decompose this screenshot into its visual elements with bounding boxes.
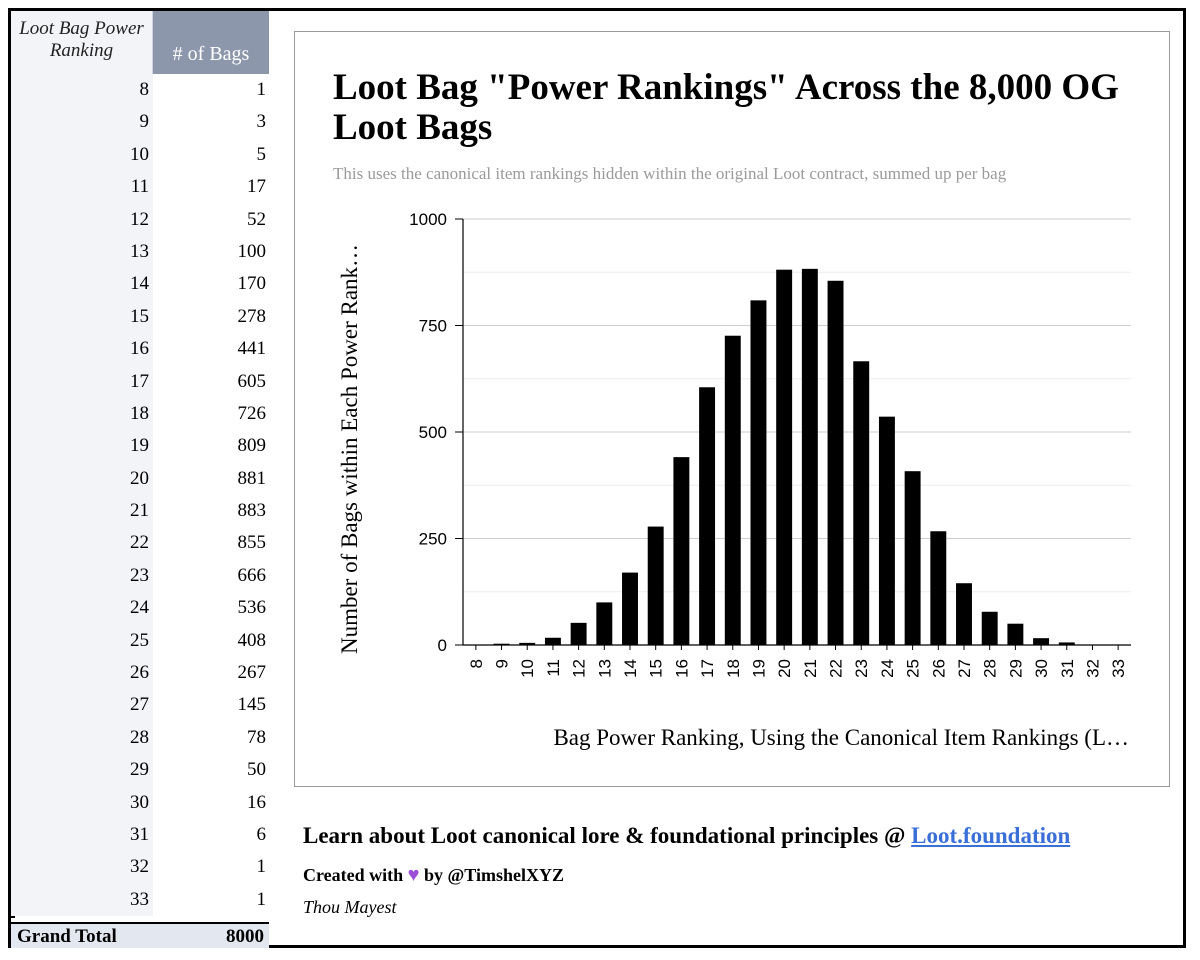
x-tick-label: 8	[466, 659, 486, 669]
bar	[1033, 638, 1049, 645]
row-rank: 33	[11, 884, 153, 916]
bar	[879, 417, 895, 645]
table-row	[11, 722, 269, 754]
row-rank: 18	[11, 398, 153, 430]
row-bag-count: 267	[237, 662, 266, 684]
table-row	[11, 333, 269, 365]
x-tick-label: 31	[1057, 659, 1077, 678]
x-tick-label: 26	[929, 659, 949, 678]
learn-more-text: Learn about Loot canonical lore & foundational principles @	[303, 823, 912, 848]
table-row	[11, 204, 269, 236]
row-rank: 17	[11, 366, 153, 398]
row-bag-count: 6	[256, 823, 266, 845]
x-tick-label: 9	[492, 659, 512, 669]
row-rank: 9	[11, 106, 153, 138]
row-rank: 30	[11, 787, 153, 819]
y-tick-label: 500	[418, 423, 447, 442]
table-row	[11, 139, 269, 171]
row-bag-count: 100	[237, 240, 266, 262]
row-rank: 28	[11, 722, 153, 754]
row-bag-count: 50	[247, 759, 266, 781]
table-row	[11, 527, 269, 559]
row-rank: 32	[11, 851, 153, 883]
power-ranking-table	[11, 11, 269, 945]
table-row	[11, 754, 269, 786]
row-bag-count: 52	[247, 208, 266, 230]
row-bag-count: 883	[237, 500, 266, 522]
row-rank: 26	[11, 657, 153, 689]
row-bag-count: 1	[256, 888, 266, 910]
x-tick-label: 16	[672, 659, 692, 678]
x-tick-label: 13	[595, 659, 615, 678]
bar-chart	[295, 32, 1171, 788]
x-axis-title: Bag Power Ranking, Using the Canonical Item Rankings (L…	[553, 725, 1129, 750]
row-rank: 11	[11, 171, 153, 203]
grand-total-label: Grand Total	[17, 926, 117, 947]
row-bag-count: 855	[237, 532, 266, 554]
bar	[982, 612, 998, 645]
table-row	[11, 430, 269, 462]
x-tick-label: 22	[826, 659, 846, 678]
bar	[905, 471, 921, 645]
table-row	[11, 560, 269, 592]
y-tick-label: 750	[418, 316, 447, 336]
loot-foundation-link[interactable]: Loot.foundation	[911, 823, 1071, 848]
row-rank: 23	[11, 560, 153, 592]
x-tick-label: 19	[749, 659, 769, 678]
table-row	[11, 106, 269, 138]
x-tick-label: 32	[1083, 659, 1103, 678]
row-bag-count: 3	[256, 111, 266, 133]
x-tick-label: 24	[877, 659, 897, 678]
bar	[1007, 624, 1023, 645]
table-row	[11, 787, 269, 819]
motto: Thou Mayest	[303, 897, 397, 917]
table-row	[11, 268, 269, 300]
row-bag-count: 408	[237, 629, 266, 651]
bar	[673, 457, 689, 645]
row-rank: 22	[11, 527, 153, 559]
x-tick-label: 27	[955, 659, 974, 678]
x-tick-label: 12	[569, 659, 589, 678]
row-rank: 31	[11, 819, 153, 851]
created-with-line	[303, 864, 564, 887]
table-row	[11, 74, 269, 106]
bar	[930, 531, 946, 645]
row-bag-count: 441	[237, 338, 266, 360]
x-tick-label: 23	[852, 659, 872, 678]
bar	[1059, 642, 1075, 645]
table-row	[11, 495, 269, 527]
y-tick-label: 0	[437, 636, 447, 655]
y-axis-title: Number of Bags within Each Power Rank…	[337, 243, 362, 655]
table-row	[11, 592, 269, 624]
table-row	[11, 463, 269, 495]
table-row	[11, 657, 269, 689]
table-row	[11, 301, 269, 333]
row-rank: 10	[11, 139, 153, 171]
row-bag-count: 666	[237, 564, 266, 586]
header-number-of-bags: # of Bags	[153, 11, 269, 74]
row-rank: 24	[11, 592, 153, 624]
bar	[699, 387, 715, 645]
x-tick-label: 15	[646, 659, 666, 678]
table-row	[11, 171, 269, 203]
x-tick-label: 28	[980, 659, 1000, 678]
x-tick-label: 14	[621, 659, 640, 678]
x-tick-label: 30	[1032, 659, 1052, 678]
bar	[494, 644, 510, 645]
row-rank: 29	[11, 754, 153, 786]
grand-total-row	[11, 922, 269, 948]
row-bag-count: 881	[237, 467, 266, 489]
row-rank: 12	[11, 204, 153, 236]
row-bag-count: 278	[237, 305, 266, 327]
table-row	[11, 851, 269, 883]
bar	[750, 300, 766, 645]
created-with-text: Created with	[303, 865, 408, 885]
row-bag-count: 605	[237, 370, 266, 392]
row-rank: 27	[11, 689, 153, 721]
bar	[622, 573, 638, 645]
row-rank: 15	[11, 301, 153, 333]
x-tick-label: 17	[698, 659, 718, 678]
header-power-ranking: Loot Bag Power Ranking	[11, 11, 153, 74]
bar	[725, 336, 741, 645]
row-rank: 8	[11, 74, 153, 106]
table-row	[11, 884, 269, 916]
table-row	[11, 398, 269, 430]
chart-title: Loot Bag "Power Rankings" Across the 8,000 OG Loot Bags	[333, 67, 1119, 148]
row-bag-count: 170	[237, 273, 266, 295]
row-rank: 20	[11, 463, 153, 495]
learn-more-line	[303, 823, 1183, 849]
chart-subtitle: This uses the canonical item rankings hidden within the original Loot contract, summed up per bag	[333, 164, 1007, 183]
y-tick-label: 1000	[409, 210, 447, 229]
x-tick-label: 11	[543, 659, 563, 677]
bar	[853, 361, 869, 645]
row-bag-count: 1	[256, 79, 266, 100]
bar	[545, 638, 561, 645]
row-rank: 19	[11, 430, 153, 462]
table-row	[11, 819, 269, 851]
row-rank: 16	[11, 333, 153, 365]
bar	[648, 527, 664, 645]
grand-total-value: 8000	[226, 926, 264, 947]
table-row	[11, 366, 269, 398]
x-tick-label: 21	[800, 659, 820, 678]
page-frame	[8, 8, 1186, 948]
bar	[571, 623, 587, 645]
bar	[519, 643, 535, 645]
row-bag-count: 5	[256, 143, 266, 165]
row-rank: 21	[11, 495, 153, 527]
row-bag-count: 145	[237, 694, 266, 716]
y-tick-label: 250	[418, 529, 447, 549]
purple-heart-icon: ♥	[407, 864, 420, 886]
row-rank: 14	[11, 268, 153, 300]
row-bag-count: 536	[237, 597, 266, 619]
x-tick-label: 25	[903, 659, 923, 678]
table-row	[11, 625, 269, 657]
bar	[596, 602, 612, 645]
x-tick-label: 18	[723, 659, 743, 678]
table-header	[11, 11, 269, 74]
x-tick-label: 29	[1006, 659, 1026, 678]
row-bag-count: 16	[247, 791, 266, 813]
row-bag-count: 726	[237, 402, 266, 424]
bar	[956, 583, 972, 645]
row-rank: 25	[11, 625, 153, 657]
bar	[802, 269, 818, 645]
table-row	[11, 689, 269, 721]
bar	[828, 281, 844, 645]
row-bag-count: 17	[247, 176, 266, 198]
x-tick-label: 33	[1109, 659, 1129, 678]
row-rank: 13	[11, 236, 153, 268]
row-bag-count: 1	[256, 856, 266, 878]
chart-panel	[294, 31, 1170, 787]
row-bag-count: 809	[237, 435, 266, 457]
x-tick-label: 10	[518, 659, 538, 678]
author-handle: by @TimshelXYZ	[419, 865, 564, 885]
table-rows	[11, 74, 269, 916]
x-tick-label: 20	[775, 659, 795, 678]
bar	[776, 270, 792, 645]
table-row	[11, 236, 269, 268]
row-bag-count: 78	[247, 726, 266, 748]
